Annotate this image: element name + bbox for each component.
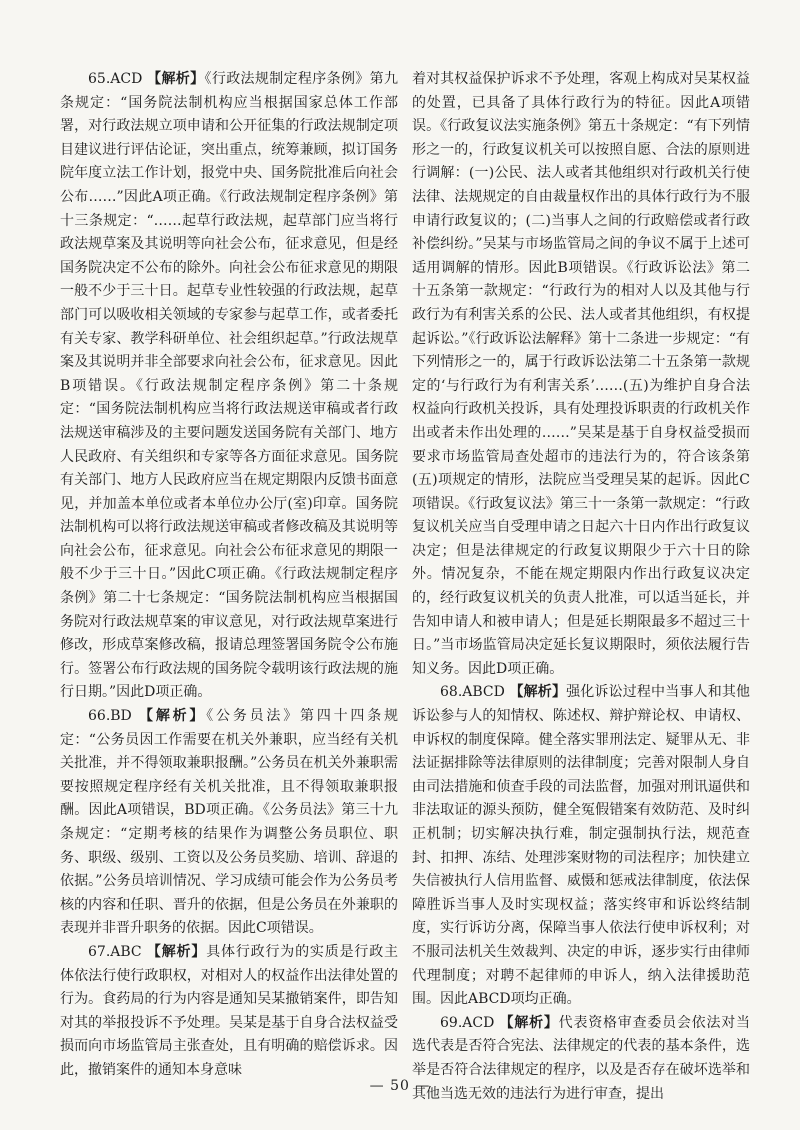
answer-number: 68.ABCD — [440, 684, 505, 701]
analysis-tag: 【解析】 — [139, 708, 207, 725]
answer-66 — [60, 705, 398, 941]
right-column — [412, 68, 750, 1106]
answer-text: 代表资格审查委员会依法对当选代表是否符合宪法、法律规定的代表的基本条件，选举是否符合法律规定的程序，以及是否存在破坏选举和其他当选无效的违法行为进行审查，提出 — [412, 1014, 751, 1102]
answer-68 — [412, 681, 750, 1011]
analysis-tag: 【解析】 — [147, 71, 205, 87]
answer-67-continued — [412, 68, 750, 681]
answer-65 — [60, 68, 398, 705]
analysis-tag: 【解析】 — [499, 1014, 559, 1031]
answer-text: 强化诉讼过程中当事人和其他诉讼参与人的知情权、陈述权、辩护辩论权、申请权、申诉权的制度保障。健全落实罪刑法定、疑罪从无、非法证据排除等法律原则的法律制度；完善对限制人身自由司法措施和侦查手段的司法监督，加强对刑讯逼供和非法取证的源头预防，健全冤假错案有效防范、及时纠正机制；切实解决执行难，制定强制执行法，规范查封、扣押、冻结、处理涉案财物的司法程序；加快建立失信被执行人信用监督、威慑和惩戒法律制度，依法保障胜诉当事人及时实现权益；落实终审和诉讼终结制度，实行诉访分离，保障当事人依法行使申诉权利；对不服司法机关生效裁判、决定的申诉，逐步实行由律师代理制度；对聘不起律师的申诉人，纳入法律援助范围。因此ABCD项均正确。 — [412, 684, 751, 1008]
answer-number: 67.ABC — [88, 943, 142, 960]
analysis-tag: 【解析】 — [509, 684, 567, 701]
answer-text: 着对其权益保护诉求不予处理，客观上构成对吴某权益的处置，已具备了具体行政行为的特征。因此A项错误。《行政复议法实施条例》第五十条规定：“有下列情形之一的，行政复议机关可以按照自愿、合法的原则进行调解：(一)公民、法人或者其他组织对行政机关行使法律、法规规定的自由裁量权作出的具体行政行为不服申请行政复议的；(二)当事人之间的行政赔偿或者行政补偿纠纷。”吴某与市场监管局之间的争议不属于上述可适用调解的情形。因此B项错误。《行政诉讼法》第二十五条第一款规定：“行政行为的相对人以及其他与行政行为有利害关系的公民、法人或者其他组织，有权提起诉讼。”《行政诉讼法解释》第十二条进一步规定：“有下列情形之一的，属于行政诉讼法第二十五条第一款规定的‘与行政行为有利害关系’……(五)为维护自身合法权益向行政机关投诉，具有处理投诉职责的行政机关作出或者未作出处理的……”吴某是基于自身权益受损而要求市场监管局查处超市的违法行为的，符合该条第(五)项规定的情形，法院应当受理吴某的起诉。因此C项错误。《行政复议法》第三十一条第一款规定：“行政复议机关应当自受理申请之日起六十日内作出行政复议决定；但是法律规定的行政复议期限少于六十日的除外。情况复杂，不能在规定期限内作出行政复议决定的，经行政复议机关的负责人批准，可以适当延长，并告知申请人和被申请人；但是延长期限最多不超过三十日。”当市场监管局决定延长复议期限时，须依法履行告知义务。因此D项正确。 — [412, 71, 750, 677]
answer-text: 具体行政行为的实质是行政主体依法行使行政职权，对相对人的权益作出法律处置的行为。食药局的行为内容是通知吴某撤销案件，即告知对其的举报投诉不予处理。吴某是基于自身合法权益受损而向市场监管局主张查处，且有明确的赔偿诉求。因此，撤销案件的通知本身意味 — [60, 943, 399, 1078]
answer-text: 《公务员法》第四十四条规定：“公务员因工作需要在机关外兼职，应当经有关机关批准，并不得领取兼职报酬。”公务员在机关外兼职需要按照规定程序经有关机关批准，且不得领取兼职报酬。因此A项错误，BD项正确。《公务员法》第三十九条规定：“定期考核的结果作为调整公务员职位、职务、职级、级别、工资以及公务员奖励、培训、辞退的依据。”公务员培训情况、学习成绩可能会作为公务员考核的内容和任职、晋升的依据，但是公务员在外兼职的表现并非晋升职务的依据。因此C项错误。 — [60, 708, 399, 937]
answer-text: 《行政法规制定程序条例》第九条规定：“国务院法制机构应当根据国家总体工作部署，对行政法规立项申请和公开征集的行政法规制定项目建议进行评估论证，突出重点，统筹兼顾，拟订国务院年度立法工作计划，报党中央、国务院批准后向社会公布……”因此A项正确。《行政法规制定程序条例》第十三条规定：“……起草行政法规，起草部门应当将行政法规草案及其说明等向社会公布，征求意见，但是经国务院决定不公布的除外。向社会公布征求意见的期限一般不少于三十日。起草专业性较强的行政法规，起草部门可以吸收相关领域的专家参与起草工作，或者委托有关专家、教学科研单位、社会组织起草。”行政法规草案及其说明并非全部要求向社会公布，征求意见。因此B项错误。《行政法规制定程序条例》第二十条规定：“国务院法制机构应当将行政法规送审稿或者行政法规送审稿涉及的主要问题发送国务院有关部门、地方人民政府、有关组织和专家等各方面征求意见。国务院有关部门、地方人民政府应当在规定期限内反馈书面意见，并加盖本单位或者本单位办公厅(室)印章。国务院法制机构可以将行政法规送审稿或者修改稿及其说明等向社会公布，征求意见。向社会公布征求意见的期限一般不少于三十日。”因此C项正确。《行政法规制定程序条例》第二十七条规定：“国务院法制机构应当根据国务院对行政法规草案的审议意见，对行政法规草案进行修改，形成草案修改稿，报请总理签署国务院令公布施行。签署公布行政法规的国务院令载明该行政法规的施行日期。”因此D项正确。 — [60, 71, 399, 701]
answer-number: 69.ACD — [440, 1014, 495, 1031]
left-column — [60, 68, 398, 1083]
answer-67 — [60, 941, 398, 1083]
answer-number: 65.ACD — [88, 71, 143, 87]
page-number: — 50 — — [369, 1078, 431, 1094]
answer-number: 66.BD — [88, 708, 132, 725]
analysis-tag: 【解析】 — [146, 943, 207, 960]
